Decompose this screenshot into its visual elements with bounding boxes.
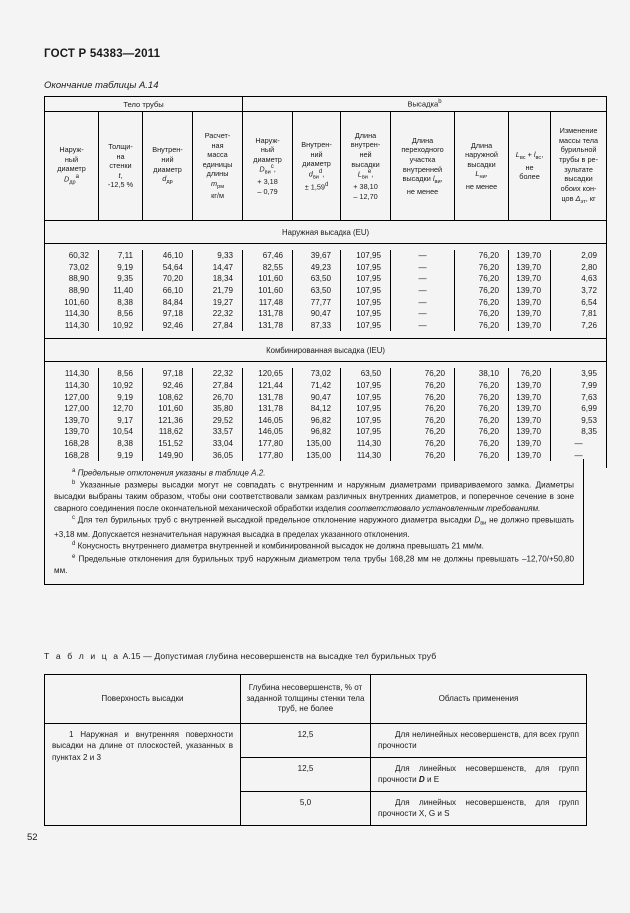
table-cell: 76,20: [391, 415, 455, 427]
table-cell: 149,90: [143, 449, 193, 461]
cell-application: Для нелинейных несовершенств, для всех групп прочности: [371, 724, 587, 758]
col-internal-upset-length: Длина внутрен- ней высадки $L_{ви}^e$, + 38,10 – 12,70: [341, 112, 391, 221]
table-cell: 151,52: [143, 438, 193, 450]
cell-surface: 1 Наружная и внутренняя поверхности высадки на длине от плоскостей, указанных в пунктах 2 и 3: [45, 724, 241, 826]
page-number: 52: [27, 832, 38, 843]
table-cell: 76,20: [455, 273, 509, 285]
standard-header: ГОСТ Р 54383—2011: [44, 48, 161, 60]
footnote-a: $^a$ Предельные отклонения указаны в таблице А.2.: [72, 468, 266, 478]
table-cell: 54,64: [143, 262, 193, 274]
table-cell: 76,20: [391, 368, 455, 380]
col-external-upset-length: Длина наружной высадки $L_{ни}$, не менее: [455, 112, 509, 221]
footnote-d: $^d$ Конусность внутреннего диаметра внутренней и комбинированной высадок не должна превышать 21 мм/м.: [72, 541, 484, 552]
table-cell: 2,09: [551, 250, 607, 262]
table-cell: 127,00: [45, 403, 99, 415]
table-cell: —: [391, 250, 455, 262]
table-cell: 7,63: [551, 391, 607, 403]
table-cell: 8,56: [99, 368, 143, 380]
table-cell: 107,95: [341, 273, 391, 285]
table-cell: 120,65: [243, 368, 293, 380]
table-cell: 139,70: [509, 380, 551, 392]
table-cell: 76,20: [391, 426, 455, 438]
table-cell: 10,92: [99, 320, 143, 332]
col-upset-inner-diameter: Внутрен- ний диаметр $d_{ви}^d$, ± 1,59$^d$: [293, 112, 341, 221]
table-cell: 117,48: [243, 296, 293, 308]
table-cell: 82,55: [243, 262, 293, 274]
table-cell: —: [391, 308, 455, 320]
table-cell: 96,82: [293, 426, 341, 438]
table-cell: 131,78: [243, 320, 293, 332]
table-cell: 139,70: [45, 415, 99, 427]
table-cell: 96,82: [293, 415, 341, 427]
table-cell: 22,32: [193, 368, 243, 380]
table-cell: 7,11: [99, 250, 143, 262]
cell-application: Для линейных несовершенств, для групп прочности D и Е: [371, 757, 587, 791]
table-a15: [44, 674, 587, 826]
table-cell: 114,30: [45, 380, 99, 392]
table-cell: 27,84: [193, 380, 243, 392]
table-cell: 76,20: [455, 415, 509, 427]
table-cell: 76,20: [455, 320, 509, 332]
table-cell: 168,28: [45, 449, 99, 461]
table-cell: 114,30: [45, 320, 99, 332]
table-cell: 107,95: [341, 296, 391, 308]
table-row: [45, 403, 607, 415]
table-row: [45, 262, 607, 274]
footnote-ref-b: b: [438, 99, 442, 106]
group-header-body: Тело трубы: [45, 97, 243, 112]
table-cell: 8,38: [99, 438, 143, 450]
table-cell: 121,36: [143, 415, 193, 427]
footnote-b: $^b$ Указанные размеры высадки могут не совпадать с внутренним и наружным диаметрами привариваемого замка. Диаметры высадки выбраны таким образом, чтобы они соответствовали замкам различных внутренних диаметров, и поперечное сечение в зоне сварного соединения после окончательной механической обработки изделия соответствовало установленным требованиям.: [54, 480, 574, 513]
table-cell: 146,05: [243, 415, 293, 427]
col-upset-outer-diameter: Наруж- ный диаметр $D_{ви}^c$, + 3,18 – 0,79: [243, 112, 293, 221]
table-cell: 108,62: [143, 391, 193, 403]
table-cell: 114,30: [45, 368, 99, 380]
table-cell: 101,60: [243, 273, 293, 285]
table-cell: 77,77: [293, 296, 341, 308]
table-cell: 107,95: [341, 320, 391, 332]
table-cell: 146,05: [243, 426, 293, 438]
table-cell: 139,70: [45, 426, 99, 438]
table-cell: 139,70: [509, 250, 551, 262]
table-cell: 101,60: [45, 296, 99, 308]
cell-depth: 12,5: [241, 757, 371, 791]
table-cell: 9,33: [193, 250, 243, 262]
table-cell: 46,10: [143, 250, 193, 262]
table-a15-caption: [44, 651, 436, 661]
table-row: [45, 285, 607, 297]
col-inner-diameter-body: Внутрен- ний диаметр $d_{др}$: [143, 112, 193, 221]
table-cell: 2,80: [551, 262, 607, 274]
table-cell: 127,00: [45, 391, 99, 403]
table-cell: 139,70: [509, 449, 551, 461]
group-header-upset: [243, 97, 607, 112]
table-cell: 76,20: [455, 438, 509, 450]
table-cell: 21,79: [193, 285, 243, 297]
col-wall-thickness: Толщи- на стенки t, -12,5 %: [99, 112, 143, 221]
table-cell: 139,70: [509, 262, 551, 274]
table-cell: 6,54: [551, 296, 607, 308]
table-cell: 168,28: [45, 438, 99, 450]
table-cell: 114,30: [45, 308, 99, 320]
cell-application: Для линейных несовершенств, для групп прочности X, G и S: [371, 791, 587, 825]
table-cell: 33,04: [193, 438, 243, 450]
table-a14: [44, 96, 607, 468]
table-cell: 70,20: [143, 273, 193, 285]
table-cell: 36,05: [193, 449, 243, 461]
table-cell: 139,70: [509, 426, 551, 438]
table-cell: 84,12: [293, 403, 341, 415]
table-cell: 84,84: [143, 296, 193, 308]
table-cell: 114,30: [341, 449, 391, 461]
table-a14-footnotes: [44, 459, 584, 585]
table-cell: 90,47: [293, 391, 341, 403]
table-cell: 101,60: [143, 403, 193, 415]
table-cell: 107,95: [341, 285, 391, 297]
table-cell: 88,90: [45, 273, 99, 285]
table-cell: 76,20: [509, 368, 551, 380]
table-cell: 139,70: [509, 308, 551, 320]
table-cell: 63,50: [293, 273, 341, 285]
table-cell: 49,23: [293, 262, 341, 274]
table-cell: 9,35: [99, 273, 143, 285]
th-application: Область применения: [371, 675, 587, 724]
table-cell: —: [391, 285, 455, 297]
table-cell: 107,95: [341, 391, 391, 403]
table-cell: 7,26: [551, 320, 607, 332]
table-cell: 63,50: [341, 368, 391, 380]
table-cell: —: [391, 320, 455, 332]
table-cell: 139,70: [509, 438, 551, 450]
column-header-row: [45, 112, 607, 221]
table-cell: 18,34: [193, 273, 243, 285]
col-transition-length: Длина переходного участка внутренней высадки $l_{ви}$, не менее: [391, 112, 455, 221]
table-row: [45, 368, 607, 380]
table-cell: —: [391, 296, 455, 308]
table-cell: 90,47: [293, 308, 341, 320]
table-cell: —: [391, 273, 455, 285]
table-cell: 107,95: [341, 380, 391, 392]
table-cell: 4,63: [551, 273, 607, 285]
table-cell: 63,50: [293, 285, 341, 297]
th-depth: Глубина несовершенств, % от заданной толщины стенки тела труб, не более: [241, 675, 371, 724]
table-continuation-title: Окончание таблицы А.14: [44, 80, 159, 91]
table-cell: 135,00: [293, 438, 341, 450]
table-cell: 9,19: [99, 262, 143, 274]
table-cell: 76,20: [455, 426, 509, 438]
table-cell: 9,17: [99, 415, 143, 427]
table-cell: 7,99: [551, 380, 607, 392]
table-cell: 76,20: [455, 403, 509, 415]
section-title-ieu: Комбинированная высадка (IEU): [45, 339, 607, 362]
table-cell: 8,38: [99, 296, 143, 308]
table-cell: 76,20: [391, 380, 455, 392]
table-cell: 131,78: [243, 391, 293, 403]
table-cell: 135,00: [293, 449, 341, 461]
table-cell: 107,95: [341, 426, 391, 438]
cell-depth: 12,5: [241, 724, 371, 758]
table-cell: 12,70: [99, 403, 143, 415]
table-cell: 139,70: [509, 320, 551, 332]
table-cell: 39,67: [293, 250, 341, 262]
table-cell: 3,72: [551, 285, 607, 297]
table-row: [45, 296, 607, 308]
table-cell: 8,35: [551, 426, 607, 438]
table-cell: 3,95: [551, 368, 607, 380]
table-cell: 71,42: [293, 380, 341, 392]
table-a15-caption-rest: А.15 — Допустимая глубина несовершенств на высадке тел бурильных труб: [122, 651, 437, 661]
table-row: [45, 391, 607, 403]
section-title-ieu-row: [45, 339, 607, 362]
table-a15-header-row: [45, 675, 587, 724]
table-cell: 67,46: [243, 250, 293, 262]
table-cell: 9,19: [99, 391, 143, 403]
cell-depth: 5,0: [241, 791, 371, 825]
table-cell: 76,20: [455, 262, 509, 274]
table-row: [45, 273, 607, 285]
table-cell: 107,95: [341, 250, 391, 262]
table-cell: 118,62: [143, 426, 193, 438]
table-cell: —: [391, 262, 455, 274]
table-cell: —: [551, 438, 607, 450]
table-cell: 92,46: [143, 320, 193, 332]
table-cell: 107,95: [341, 415, 391, 427]
table-cell: 88,90: [45, 285, 99, 297]
table-row: [45, 426, 607, 438]
table-cell: 19,27: [193, 296, 243, 308]
table-cell: 66,10: [143, 285, 193, 297]
table-cell: 97,18: [143, 368, 193, 380]
table-cell: 97,18: [143, 308, 193, 320]
table-cell: 101,60: [243, 285, 293, 297]
table-cell: 76,20: [455, 391, 509, 403]
table-a15-caption-prefix: Т а б л и ц а: [44, 651, 121, 661]
table-cell: 87,33: [293, 320, 341, 332]
table-cell: 139,70: [509, 403, 551, 415]
col-total-upset-length: $L_{вс} + l_{вс}$, не более: [509, 112, 551, 221]
table-cell: 76,20: [455, 285, 509, 297]
table-cell: 11,40: [99, 285, 143, 297]
table-cell: 76,20: [455, 380, 509, 392]
table-cell: 76,20: [391, 403, 455, 415]
table-cell: 114,30: [341, 438, 391, 450]
table-cell: 139,70: [509, 285, 551, 297]
table-cell: 107,95: [341, 262, 391, 274]
table-cell: 10,92: [99, 380, 143, 392]
table-row: [45, 380, 607, 392]
table-cell: 139,70: [509, 391, 551, 403]
table-cell: 35,80: [193, 403, 243, 415]
spacer: [45, 331, 607, 339]
table-cell: 177,80: [243, 438, 293, 450]
table-cell: 33,57: [193, 426, 243, 438]
table-cell: 139,70: [509, 296, 551, 308]
table-cell: 38,10: [455, 368, 509, 380]
section-title-eu: Наружная высадка (EU): [45, 221, 607, 244]
table-cell: 14,47: [193, 262, 243, 274]
table-cell: 139,70: [509, 415, 551, 427]
table-cell: 139,70: [509, 273, 551, 285]
table-cell: 9,19: [99, 449, 143, 461]
table-cell: 26,70: [193, 391, 243, 403]
table-cell: 76,20: [455, 449, 509, 461]
table-cell: 73,02: [45, 262, 99, 274]
table-row: [45, 250, 607, 262]
footnote-e: $^e$ Предельные отклонения для бурильных труб наружным диаметром тела трубы 168,28 мм не должны превышать –12,70/+50,80 мм.: [54, 553, 575, 575]
table-cell: 76,20: [391, 438, 455, 450]
col-outer-diameter-body: Наруж- ный диаметр $D_{др}^a$: [45, 112, 99, 221]
table-cell: 177,80: [243, 449, 293, 461]
footnote-c: $^c$ Для тел бурильных труб с внутренней высадкой предельное отклонение наружного диаметра высадки $D_{ви}$ не должно превышать +3,18 мм. Допускается незначительная наружная высадка в пределах указанного отклонения.: [54, 515, 574, 539]
table-cell: 7,81: [551, 308, 607, 320]
spacer-cell: [45, 331, 607, 339]
table-cell: 6,99: [551, 403, 607, 415]
table-cell: 76,20: [391, 449, 455, 461]
table-cell: 92,46: [143, 380, 193, 392]
table-cell: 22,32: [193, 308, 243, 320]
th-surface: Поверхность высадки: [45, 675, 241, 724]
table-row: [45, 438, 607, 450]
table-cell: —: [551, 449, 607, 461]
table-cell: 76,20: [455, 308, 509, 320]
table-cell: 76,20: [455, 250, 509, 262]
table-row: [45, 320, 607, 332]
table-cell: 8,56: [99, 308, 143, 320]
table-cell: 76,20: [455, 296, 509, 308]
table-row: [45, 308, 607, 320]
table-cell: 107,95: [341, 308, 391, 320]
table-cell: 60,32: [45, 250, 99, 262]
table-row: [45, 724, 587, 758]
table-cell: 121,44: [243, 380, 293, 392]
table-cell: 10,54: [99, 426, 143, 438]
table-cell: 131,78: [243, 403, 293, 415]
table-cell: 29,52: [193, 415, 243, 427]
table-cell: 73,02: [293, 368, 341, 380]
table-cell: 27,84: [193, 320, 243, 332]
col-mass-change: Изменение массы тела бурильной трубы в ре- зультате высадки обоих кон- цов $\Delta_{эт}$, кг: [551, 112, 607, 221]
table-row: [45, 415, 607, 427]
table-cell: 9,53: [551, 415, 607, 427]
table-cell: 76,20: [391, 391, 455, 403]
col-calculated-mass: Расчет- ная масса единицы длины $m_{рм}$ кг/м: [193, 112, 243, 221]
table-cell: 131,78: [243, 308, 293, 320]
table-cell: 107,95: [341, 403, 391, 415]
group-header-upset-label: Высадка: [407, 99, 439, 109]
